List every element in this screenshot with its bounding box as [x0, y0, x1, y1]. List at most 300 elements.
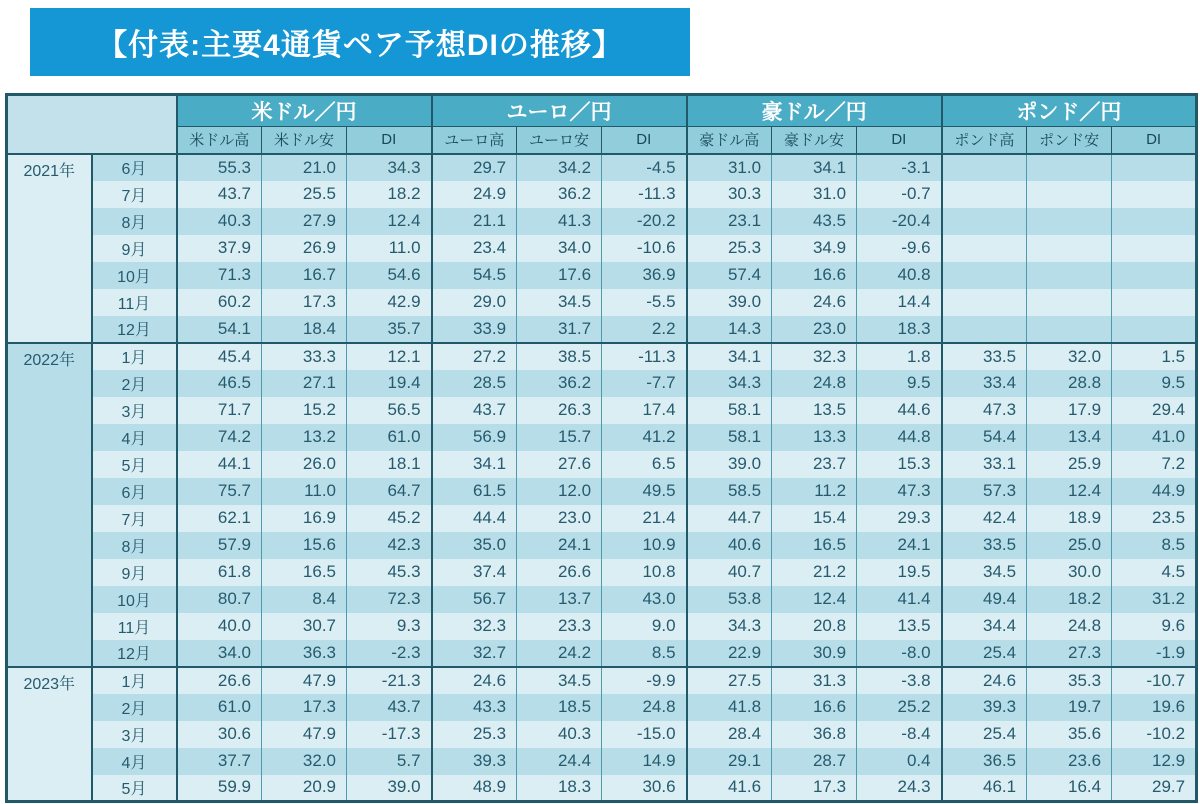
value-cell — [1112, 154, 1197, 181]
value-cell: 9.6 — [1112, 613, 1197, 640]
value-cell: 8.5 — [602, 640, 687, 667]
value-cell: 47.9 — [262, 721, 347, 748]
value-cell: 61.8 — [177, 559, 262, 586]
value-cell: -10.6 — [602, 235, 687, 262]
value-cell: 21.0 — [262, 154, 347, 181]
value-cell: 21.4 — [602, 505, 687, 532]
value-cell: 44.7 — [687, 505, 772, 532]
value-cell: 34.4 — [942, 613, 1027, 640]
month-cell: 9月 — [92, 559, 177, 586]
value-cell: 27.1 — [262, 370, 347, 397]
value-cell: 26.9 — [262, 235, 347, 262]
value-cell: 2.2 — [602, 316, 687, 343]
table-row — [7, 721, 1197, 748]
value-cell: 7.2 — [1112, 451, 1197, 478]
value-cell: 56.9 — [432, 424, 517, 451]
value-cell: 61.0 — [177, 694, 262, 721]
value-cell: 9.0 — [602, 613, 687, 640]
value-cell: 43.7 — [347, 694, 432, 721]
value-cell: 43.7 — [177, 181, 262, 208]
year-cell: 2023年 — [7, 667, 92, 802]
value-cell: 53.8 — [687, 586, 772, 613]
value-cell: 40.0 — [177, 613, 262, 640]
value-cell: 21.2 — [772, 559, 857, 586]
value-cell: 24.6 — [942, 667, 1027, 694]
month-cell: 12月 — [92, 640, 177, 667]
value-cell: 42.4 — [942, 505, 1027, 532]
value-cell: 26.6 — [517, 559, 602, 586]
value-cell: 40.6 — [687, 532, 772, 559]
value-cell: 12.0 — [517, 478, 602, 505]
table-row — [7, 208, 1197, 235]
value-cell: 23.6 — [1027, 748, 1112, 775]
value-cell: 29.7 — [432, 154, 517, 181]
value-cell: 24.8 — [602, 694, 687, 721]
value-cell: 28.8 — [1027, 370, 1112, 397]
value-cell: 36.2 — [517, 181, 602, 208]
year-cell: 2021年 — [7, 154, 92, 343]
value-cell: 33.3 — [262, 343, 347, 370]
value-cell: 33.9 — [432, 316, 517, 343]
value-cell: 29.7 — [1112, 775, 1197, 802]
value-cell: 19.4 — [347, 370, 432, 397]
value-cell: 34.0 — [177, 640, 262, 667]
month-cell: 5月 — [92, 775, 177, 802]
month-cell: 1月 — [92, 667, 177, 694]
value-cell: 32.7 — [432, 640, 517, 667]
value-cell: 54.6 — [347, 262, 432, 289]
table-row — [7, 451, 1197, 478]
value-cell: -15.0 — [602, 721, 687, 748]
value-cell: 41.4 — [857, 586, 942, 613]
value-cell: 16.5 — [772, 532, 857, 559]
value-cell: 43.7 — [432, 397, 517, 424]
value-cell: 45.2 — [347, 505, 432, 532]
value-cell: 34.3 — [687, 370, 772, 397]
value-cell: 25.2 — [857, 694, 942, 721]
table-row — [7, 613, 1197, 640]
value-cell: 18.3 — [857, 316, 942, 343]
value-cell — [942, 154, 1027, 181]
value-cell — [942, 235, 1027, 262]
value-cell — [1027, 181, 1112, 208]
table-row — [7, 262, 1197, 289]
value-cell: 30.6 — [177, 721, 262, 748]
value-cell: 36.9 — [602, 262, 687, 289]
col-header-eur-high: ユーロ高 — [432, 127, 517, 154]
value-cell: 25.4 — [942, 640, 1027, 667]
value-cell: 0.4 — [857, 748, 942, 775]
value-cell: 49.5 — [602, 478, 687, 505]
value-cell: 11.0 — [347, 235, 432, 262]
table-body — [7, 154, 1197, 802]
value-cell — [1112, 289, 1197, 316]
year-cell: 2022年 — [7, 343, 92, 667]
value-cell: 13.4 — [1027, 424, 1112, 451]
value-cell: 47.9 — [262, 667, 347, 694]
value-cell: 42.3 — [347, 532, 432, 559]
col-header-aud-high: 豪ドル高 — [687, 127, 772, 154]
value-cell: 13.5 — [772, 397, 857, 424]
value-cell: 24.9 — [432, 181, 517, 208]
value-cell — [942, 262, 1027, 289]
month-cell: 7月 — [92, 181, 177, 208]
col-header-usd-di: DI — [347, 127, 432, 154]
value-cell: 17.6 — [517, 262, 602, 289]
value-cell: 10.8 — [602, 559, 687, 586]
value-cell: 34.5 — [942, 559, 1027, 586]
value-cell: 61.0 — [347, 424, 432, 451]
value-cell: 17.9 — [1027, 397, 1112, 424]
value-cell: -11.3 — [602, 181, 687, 208]
value-cell: 31.2 — [1112, 586, 1197, 613]
value-cell: -20.4 — [857, 208, 942, 235]
value-cell: 75.7 — [177, 478, 262, 505]
value-cell: 28.7 — [772, 748, 857, 775]
value-cell: 9.5 — [857, 370, 942, 397]
value-cell: 47.3 — [942, 397, 1027, 424]
value-cell: 61.5 — [432, 478, 517, 505]
value-cell: 23.1 — [687, 208, 772, 235]
value-cell — [1027, 262, 1112, 289]
value-cell: -4.5 — [602, 154, 687, 181]
value-cell: 32.0 — [262, 748, 347, 775]
value-cell: 44.4 — [432, 505, 517, 532]
table-corner-cell — [7, 95, 177, 154]
value-cell: 16.4 — [1027, 775, 1112, 802]
value-cell: 13.2 — [262, 424, 347, 451]
value-cell — [1027, 289, 1112, 316]
group-header-gbpjpy: ポンド／円 — [942, 95, 1197, 127]
value-cell — [1027, 208, 1112, 235]
value-cell: 30.9 — [772, 640, 857, 667]
value-cell: 27.6 — [517, 451, 602, 478]
month-cell: 5月 — [92, 451, 177, 478]
value-cell: 17.3 — [262, 694, 347, 721]
table-row — [7, 694, 1197, 721]
value-cell: 32.3 — [772, 343, 857, 370]
value-cell: 31.0 — [687, 154, 772, 181]
value-cell: 17.3 — [262, 289, 347, 316]
value-cell: 24.1 — [517, 532, 602, 559]
value-cell: -10.7 — [1112, 667, 1197, 694]
table-row — [7, 748, 1197, 775]
table-row — [7, 370, 1197, 397]
value-cell: -17.3 — [347, 721, 432, 748]
value-cell: 45.3 — [347, 559, 432, 586]
value-cell: 33.1 — [942, 451, 1027, 478]
value-cell: 57.4 — [687, 262, 772, 289]
value-cell: 20.8 — [772, 613, 857, 640]
table-row — [7, 397, 1197, 424]
group-header-row — [7, 95, 1197, 127]
value-cell: -8.0 — [857, 640, 942, 667]
value-cell: 18.2 — [347, 181, 432, 208]
month-cell: 12月 — [92, 316, 177, 343]
col-header-eur-low: ユーロ安 — [517, 127, 602, 154]
value-cell: 55.3 — [177, 154, 262, 181]
value-cell: 18.1 — [347, 451, 432, 478]
table-row — [7, 667, 1197, 694]
value-cell: 10.9 — [602, 532, 687, 559]
value-cell: 39.3 — [432, 748, 517, 775]
table-row — [7, 289, 1197, 316]
value-cell — [1112, 262, 1197, 289]
value-cell: 9.5 — [1112, 370, 1197, 397]
value-cell: 35.7 — [347, 316, 432, 343]
value-cell: 17.4 — [602, 397, 687, 424]
col-header-usd-high: 米ドル高 — [177, 127, 262, 154]
value-cell — [1112, 181, 1197, 208]
value-cell: 40.7 — [687, 559, 772, 586]
value-cell: 18.4 — [262, 316, 347, 343]
value-cell: -5.5 — [602, 289, 687, 316]
value-cell: 35.6 — [1027, 721, 1112, 748]
value-cell: 47.3 — [857, 478, 942, 505]
value-cell: 37.4 — [432, 559, 517, 586]
value-cell: 24.8 — [1027, 613, 1112, 640]
value-cell: 25.3 — [432, 721, 517, 748]
value-cell: 30.7 — [262, 613, 347, 640]
group-header-usdjpy: 米ドル／円 — [177, 95, 432, 127]
value-cell: 23.3 — [517, 613, 602, 640]
value-cell: 14.3 — [687, 316, 772, 343]
value-cell: 34.1 — [432, 451, 517, 478]
month-cell: 8月 — [92, 532, 177, 559]
value-cell — [942, 181, 1027, 208]
value-cell: 20.9 — [262, 775, 347, 802]
value-cell — [1112, 208, 1197, 235]
value-cell: 32.3 — [432, 613, 517, 640]
value-cell — [942, 208, 1027, 235]
value-cell: 39.0 — [687, 289, 772, 316]
value-cell: 41.6 — [687, 775, 772, 802]
value-cell: -7.7 — [602, 370, 687, 397]
value-cell: 59.9 — [177, 775, 262, 802]
col-header-aud-low: 豪ドル安 — [772, 127, 857, 154]
value-cell: 37.9 — [177, 235, 262, 262]
value-cell: 34.3 — [687, 613, 772, 640]
page-title: 【付表:主要4通貨ペア予想DIの推移】 — [97, 29, 623, 62]
value-cell: 71.3 — [177, 262, 262, 289]
table-row — [7, 640, 1197, 667]
value-cell: 24.1 — [857, 532, 942, 559]
value-cell: 13.3 — [772, 424, 857, 451]
month-cell: 6月 — [92, 478, 177, 505]
table-row — [7, 559, 1197, 586]
value-cell: 41.8 — [687, 694, 772, 721]
value-cell: -21.3 — [347, 667, 432, 694]
value-cell: 44.1 — [177, 451, 262, 478]
table-row — [7, 586, 1197, 613]
value-cell: 21.1 — [432, 208, 517, 235]
value-cell: 34.1 — [687, 343, 772, 370]
table-row — [7, 478, 1197, 505]
value-cell: 41.2 — [602, 424, 687, 451]
value-cell: 34.3 — [347, 154, 432, 181]
value-cell: 19.5 — [857, 559, 942, 586]
value-cell: 8.5 — [1112, 532, 1197, 559]
value-cell: 44.9 — [1112, 478, 1197, 505]
table-row — [7, 154, 1197, 181]
group-header-audjpy: 豪ドル／円 — [687, 95, 942, 127]
di-forecast-table — [5, 93, 1198, 803]
value-cell: 25.0 — [1027, 532, 1112, 559]
value-cell: 23.4 — [432, 235, 517, 262]
value-cell: 13.5 — [857, 613, 942, 640]
value-cell: 13.7 — [517, 586, 602, 613]
col-header-gbp-di: DI — [1112, 127, 1197, 154]
value-cell: 31.3 — [772, 667, 857, 694]
value-cell: 40.8 — [857, 262, 942, 289]
month-cell: 11月 — [92, 613, 177, 640]
value-cell: 15.6 — [262, 532, 347, 559]
month-cell: 9月 — [92, 235, 177, 262]
value-cell: 14.4 — [857, 289, 942, 316]
value-cell: -0.7 — [857, 181, 942, 208]
value-cell: 44.8 — [857, 424, 942, 451]
value-cell: 39.3 — [942, 694, 1027, 721]
value-cell: 18.9 — [1027, 505, 1112, 532]
table-row — [7, 532, 1197, 559]
value-cell: 34.9 — [772, 235, 857, 262]
value-cell: 35.0 — [432, 532, 517, 559]
value-cell: 40.3 — [177, 208, 262, 235]
month-cell: 4月 — [92, 748, 177, 775]
value-cell: 74.2 — [177, 424, 262, 451]
table-row — [7, 505, 1197, 532]
value-cell: -11.3 — [602, 343, 687, 370]
value-cell: -9.6 — [857, 235, 942, 262]
value-cell: 36.8 — [772, 721, 857, 748]
value-cell: 24.6 — [432, 667, 517, 694]
value-cell: 72.3 — [347, 586, 432, 613]
value-cell: 29.0 — [432, 289, 517, 316]
value-cell: 17.3 — [772, 775, 857, 802]
month-cell: 11月 — [92, 289, 177, 316]
value-cell: 34.2 — [517, 154, 602, 181]
value-cell: 42.9 — [347, 289, 432, 316]
value-cell: 24.2 — [517, 640, 602, 667]
value-cell: 1.8 — [857, 343, 942, 370]
value-cell: 19.6 — [1112, 694, 1197, 721]
value-cell: 41.0 — [1112, 424, 1197, 451]
value-cell: 1.5 — [1112, 343, 1197, 370]
value-cell: 34.5 — [517, 289, 602, 316]
value-cell: 24.3 — [857, 775, 942, 802]
month-cell: 3月 — [92, 397, 177, 424]
value-cell: 43.0 — [602, 586, 687, 613]
value-cell: 39.0 — [347, 775, 432, 802]
value-cell: 16.6 — [772, 694, 857, 721]
month-cell: 4月 — [92, 424, 177, 451]
value-cell: 36.5 — [942, 748, 1027, 775]
value-cell: 28.5 — [432, 370, 517, 397]
table-header — [7, 95, 1197, 154]
value-cell: 18.5 — [517, 694, 602, 721]
month-cell: 2月 — [92, 694, 177, 721]
value-cell: 80.7 — [177, 586, 262, 613]
value-cell: 33.5 — [942, 532, 1027, 559]
value-cell: 19.7 — [1027, 694, 1112, 721]
value-cell: 24.6 — [772, 289, 857, 316]
value-cell: 35.3 — [1027, 667, 1112, 694]
value-cell: 27.5 — [687, 667, 772, 694]
value-cell — [1112, 235, 1197, 262]
value-cell: 58.1 — [687, 424, 772, 451]
value-cell: 49.4 — [942, 586, 1027, 613]
value-cell: 16.7 — [262, 262, 347, 289]
value-cell: 57.3 — [942, 478, 1027, 505]
month-cell: 10月 — [92, 262, 177, 289]
value-cell: 62.1 — [177, 505, 262, 532]
table-row — [7, 235, 1197, 262]
value-cell: 12.1 — [347, 343, 432, 370]
value-cell: 25.5 — [262, 181, 347, 208]
value-cell: 58.1 — [687, 397, 772, 424]
value-cell: 34.1 — [772, 154, 857, 181]
value-cell: 34.5 — [517, 667, 602, 694]
value-cell: 5.7 — [347, 748, 432, 775]
value-cell: -3.1 — [857, 154, 942, 181]
sub-header-row — [7, 127, 1197, 154]
value-cell: 12.4 — [772, 586, 857, 613]
value-cell: 44.6 — [857, 397, 942, 424]
value-cell: 54.5 — [432, 262, 517, 289]
value-cell: 23.5 — [1112, 505, 1197, 532]
value-cell: 11.2 — [772, 478, 857, 505]
value-cell: 4.5 — [1112, 559, 1197, 586]
value-cell: 29.3 — [857, 505, 942, 532]
value-cell: 30.3 — [687, 181, 772, 208]
value-cell: 48.9 — [432, 775, 517, 802]
value-cell: 58.5 — [687, 478, 772, 505]
value-cell: 56.5 — [347, 397, 432, 424]
value-cell: 29.1 — [687, 748, 772, 775]
table-row — [7, 316, 1197, 343]
value-cell — [1027, 235, 1112, 262]
value-cell: 33.5 — [942, 343, 1027, 370]
value-cell: 12.9 — [1112, 748, 1197, 775]
value-cell: 16.9 — [262, 505, 347, 532]
value-cell: 46.5 — [177, 370, 262, 397]
value-cell: 12.4 — [1027, 478, 1112, 505]
value-cell: 60.2 — [177, 289, 262, 316]
table-row — [7, 181, 1197, 208]
value-cell: 24.8 — [772, 370, 857, 397]
value-cell: 57.9 — [177, 532, 262, 559]
value-cell: 25.4 — [942, 721, 1027, 748]
month-cell: 1月 — [92, 343, 177, 370]
value-cell: 43.5 — [772, 208, 857, 235]
value-cell: 27.3 — [1027, 640, 1112, 667]
value-cell: 29.4 — [1112, 397, 1197, 424]
value-cell — [942, 289, 1027, 316]
value-cell: 25.3 — [687, 235, 772, 262]
value-cell: 38.5 — [517, 343, 602, 370]
value-cell — [1112, 316, 1197, 343]
value-cell — [942, 316, 1027, 343]
value-cell: 54.4 — [942, 424, 1027, 451]
value-cell: 18.3 — [517, 775, 602, 802]
value-cell: 16.6 — [772, 262, 857, 289]
value-cell: 64.7 — [347, 478, 432, 505]
value-cell: 56.7 — [432, 586, 517, 613]
value-cell: 12.4 — [347, 208, 432, 235]
value-cell: 22.9 — [687, 640, 772, 667]
value-cell: 23.0 — [517, 505, 602, 532]
value-cell: 26.6 — [177, 667, 262, 694]
